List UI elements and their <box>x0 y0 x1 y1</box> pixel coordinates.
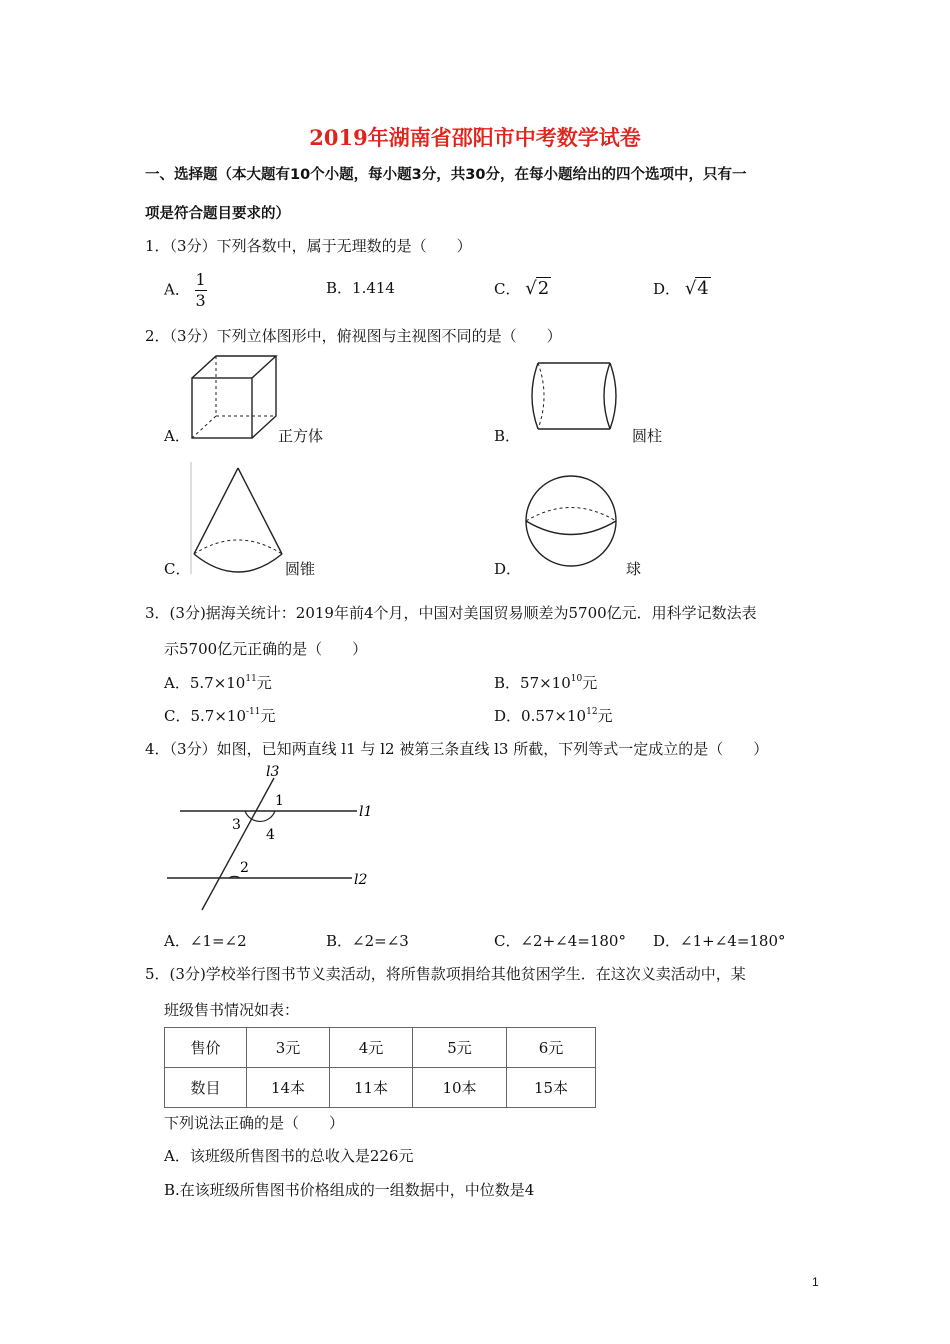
q5-line2: 班级售书情况如表： <box>164 1001 300 1019</box>
q2-c-label: C． <box>164 560 191 578</box>
q2-stem: 2．（3分）下列立体图形中，俯视图与主视图不同的是（ ） <box>145 327 562 345</box>
q3-line1: 3．(3分)据海关统计：2019年前4个月，中国对美国贸易顺差为5700亿元．用科学记数法表 <box>145 604 757 622</box>
label-l2: l2 <box>354 872 368 888</box>
page-number: 1 <box>812 1275 819 1289</box>
radicand: 4 <box>697 278 709 299</box>
q1-d-label: D． <box>653 280 681 298</box>
label-l3: l3 <box>266 764 280 780</box>
q1-option-c <box>494 277 551 299</box>
q1-option-a <box>164 272 207 309</box>
cube-figure <box>190 354 280 442</box>
q5-option-b: B.在该班级所售图书价格组成的一组数据中，中位数是4 <box>164 1181 535 1199</box>
q3-d-unit: 元 <box>597 707 613 725</box>
fraction-one-third <box>195 272 207 309</box>
q2-a-label: A． <box>164 427 190 445</box>
table-cell: 14本 <box>247 1068 330 1108</box>
sphere-figure <box>524 474 618 568</box>
q4-option-c: C．∠2+∠4=180° <box>494 932 626 950</box>
sales-table <box>164 1027 596 1108</box>
q2-b-name: 圆柱 <box>632 427 663 445</box>
q3-a-unit: 元 <box>256 674 272 692</box>
cone-figure <box>188 462 288 576</box>
q1-a-label: A． <box>164 280 190 299</box>
angle-3-label: 3 <box>232 817 241 833</box>
section-heading-line2: 项是符合题目要求的） <box>145 206 290 222</box>
q4-option-b: B．∠2=∠3 <box>326 932 409 950</box>
page-title: 2019年湖南省邵阳市中考数学试卷 <box>309 125 641 150</box>
q4-option-a: A．∠1=∠2 <box>164 932 247 950</box>
parallel-lines-figure <box>162 760 382 915</box>
q2-a-name: 正方体 <box>278 427 324 445</box>
q3-option-c <box>164 705 276 726</box>
q3-c-unit: 元 <box>260 707 276 725</box>
label-l1: l1 <box>359 804 373 820</box>
q2-d-label: D． <box>494 560 522 578</box>
angle-4-label: 4 <box>266 827 275 843</box>
section-heading-line1: 一、选择题（本大题有10个小题，每小题3分，共30分，在每小题给出的四个选项中，只有一 <box>145 167 747 183</box>
q3-d-base: D．0.57×10 <box>494 707 587 725</box>
fraction-denominator: 3 <box>195 291 206 310</box>
q3-option-d <box>494 705 613 726</box>
q3-b-unit: 元 <box>582 674 598 692</box>
table-cell: 5元 <box>413 1028 507 1068</box>
cylinder-figure <box>528 361 628 433</box>
sqrt-two: √ 2 <box>525 278 550 299</box>
q4-stem: 4．（3分）如图，已知两直线 l1 与 l2 被第三条直线 l3 所截，下列等式一定成立的是（ ） <box>145 740 769 758</box>
q5-option-a: A．该班级所售图书的总收入是226元 <box>164 1147 414 1165</box>
q3-a-exponent: 11 <box>245 674 257 684</box>
q3-d-exponent: 12 <box>586 707 598 717</box>
angle-2-label: 2 <box>240 860 249 876</box>
fraction-numerator: 1 <box>195 270 206 289</box>
table-cell: 4元 <box>330 1028 413 1068</box>
q1-stem: 1．（3分）下列各数中，属于无理数的是（ ） <box>145 237 472 255</box>
table-cell: 3元 <box>247 1028 330 1068</box>
q3-c-base: C．5.7×10 <box>164 707 246 725</box>
table-cell: 售价 <box>165 1028 247 1068</box>
table-row <box>165 1068 596 1108</box>
q5-line1: 5．(3分)学校举行图书节义卖活动，将所售款项捐给其他贫困学生．在这次义卖活动中，某 <box>145 965 746 983</box>
q3-option-a <box>164 672 272 693</box>
q1-c-label: C． <box>494 280 521 298</box>
radicand: 2 <box>537 278 550 299</box>
q3-b-base: B．57×10 <box>494 674 571 692</box>
q1-option-d <box>653 277 711 299</box>
table-cell: 11本 <box>330 1068 413 1108</box>
table-cell: 数目 <box>165 1068 247 1108</box>
q5-prompt: 下列说法正确的是（ ） <box>164 1114 345 1132</box>
angle-1-label: 1 <box>275 793 284 809</box>
q3-b-exponent: 10 <box>570 674 583 684</box>
table-row <box>165 1028 596 1068</box>
table-cell: 6元 <box>507 1028 596 1068</box>
table-cell: 10本 <box>413 1068 507 1108</box>
q3-a-base: A．5.7×10 <box>164 674 246 692</box>
q3-line2: 示5700亿元正确的是（ ） <box>164 640 368 658</box>
q4-option-d: D．∠1+∠4=180° <box>653 932 786 950</box>
table-cell: 15本 <box>507 1068 596 1108</box>
q2-c-name: 圆锥 <box>285 560 316 578</box>
q3-option-b <box>494 672 597 693</box>
q2-b-label: B． <box>494 427 521 445</box>
sqrt-four: √ 4 <box>684 278 709 299</box>
q1-option-b: B．1.414 <box>326 279 395 297</box>
q2-d-name: 球 <box>626 560 642 578</box>
q3-c-exponent: -11 <box>246 707 261 717</box>
